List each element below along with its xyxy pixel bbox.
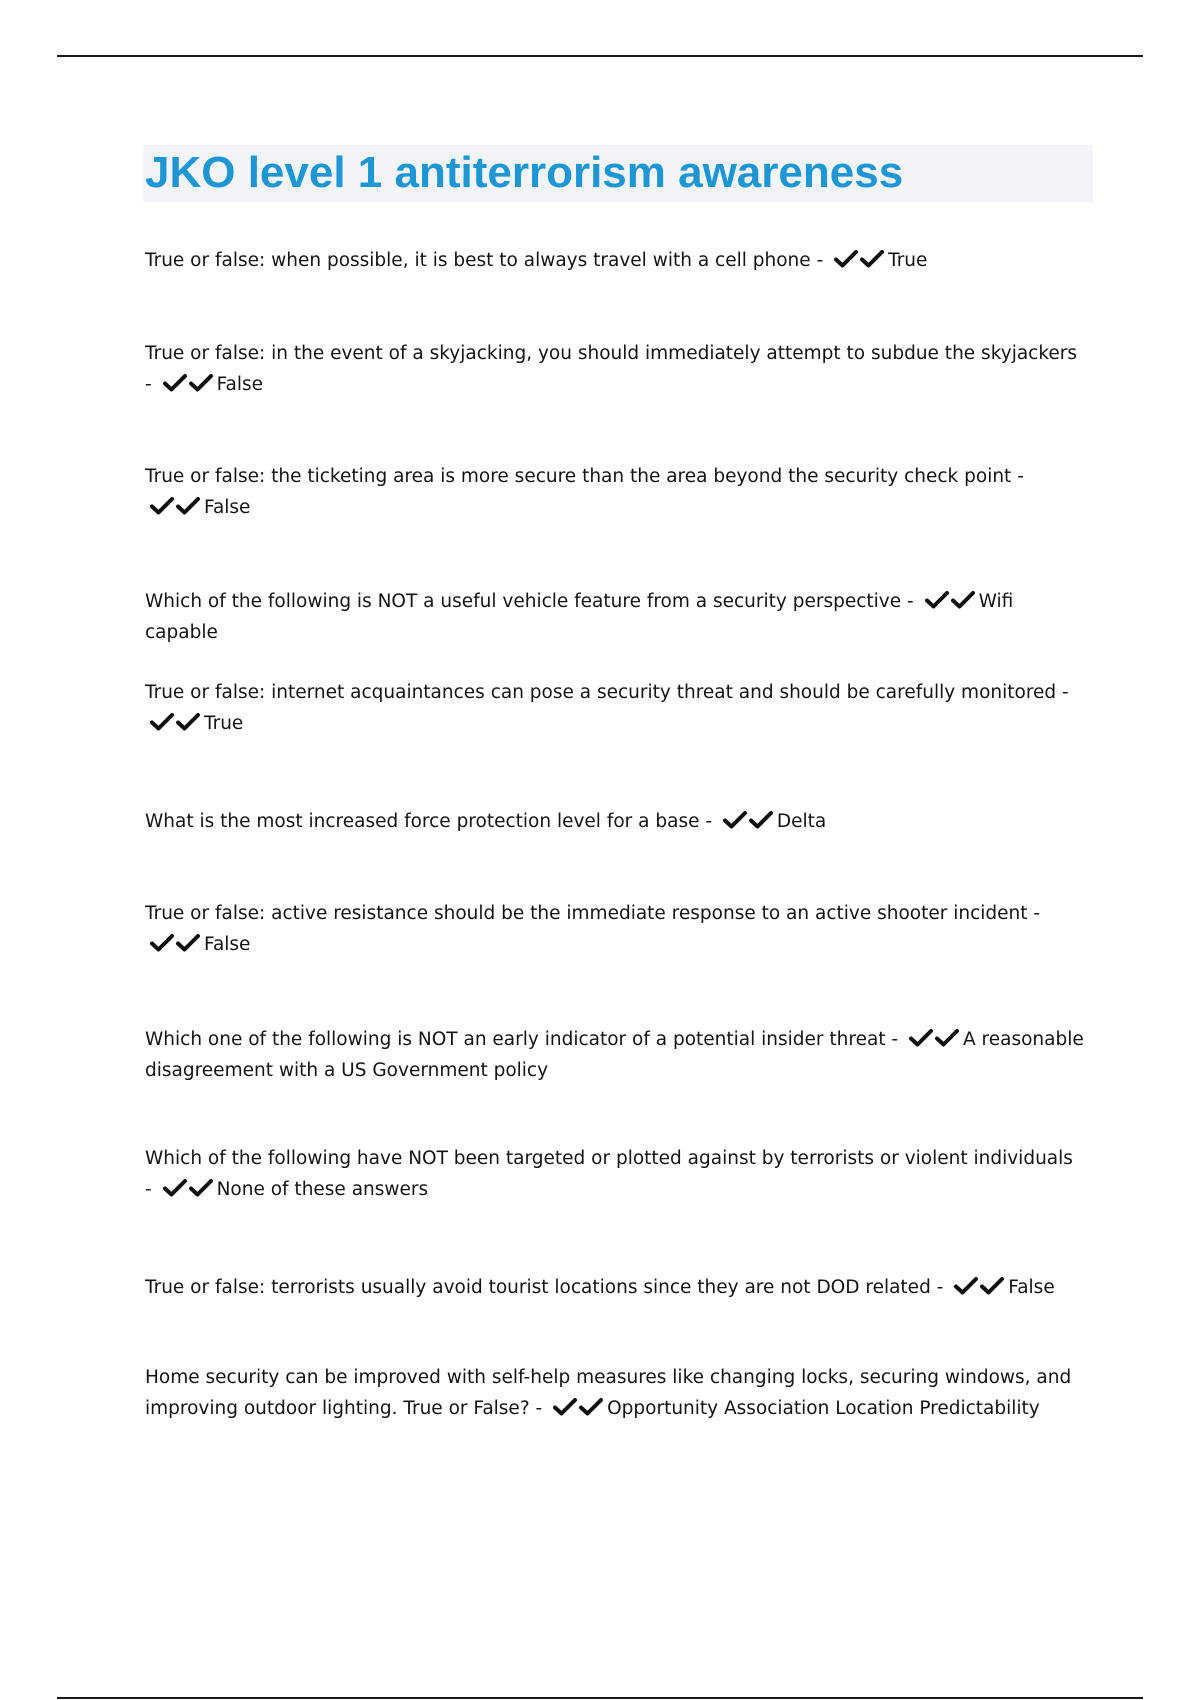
question-text: True or false: internet acquaintances can pose a security threat and should be carefully monitored - (145, 682, 1069, 703)
qa-item (145, 245, 1085, 276)
check-mark-icon (175, 496, 201, 516)
qa-item (145, 338, 1085, 400)
qa-item (145, 1362, 1085, 1424)
qa-item (145, 461, 1085, 523)
answer-text: False (204, 934, 251, 955)
check-mark-icon (162, 1178, 188, 1198)
question-text: Which of the following is NOT a useful vehicle feature from a security perspective - (145, 591, 914, 612)
check-mark-icon (578, 1397, 604, 1417)
check-mark-icon (188, 373, 214, 393)
qa-item (145, 1272, 1085, 1303)
answer-checks (908, 1024, 960, 1055)
answer-text: Opportunity Association Location Predictability (607, 1398, 1040, 1419)
answer-text: True (204, 713, 244, 734)
answer-checks (149, 929, 201, 960)
answer-checks (149, 708, 201, 739)
check-mark-icon (953, 1276, 979, 1296)
top-rule (57, 55, 1143, 57)
answer-checks (552, 1393, 604, 1424)
answer-text: True (888, 250, 928, 271)
check-mark-icon (149, 712, 175, 732)
check-mark-icon (979, 1276, 1005, 1296)
check-mark-icon (833, 249, 859, 269)
qa-item (145, 806, 1085, 837)
check-mark-icon (859, 249, 885, 269)
answer-text: Delta (776, 811, 827, 832)
check-mark-icon (188, 1178, 214, 1198)
answer-text: None of these answers (216, 1179, 429, 1200)
qa-item (145, 1143, 1085, 1205)
qa-item (145, 586, 1085, 648)
question-text: True or false: active resistance should be the immediate response to an active shooter incident - (145, 903, 1041, 924)
check-mark-icon (722, 810, 748, 830)
answer-text: False (204, 497, 251, 518)
answer-text: Wifi capable (145, 591, 1014, 643)
question-text: True or false: in the event of a skyjacking, you should immediately attempt to subdue the skyjackers - (145, 343, 1078, 395)
check-mark-icon (950, 590, 976, 610)
page-title: JKO level 1 antiterrorism awareness (145, 148, 904, 197)
check-mark-icon (175, 933, 201, 953)
answer-checks (833, 245, 885, 276)
answer-checks (924, 586, 976, 617)
question-text: Which one of the following is NOT an early indicator of a potential insider threat - (145, 1029, 899, 1050)
check-mark-icon (908, 1028, 934, 1048)
check-mark-icon (924, 590, 950, 610)
question-text: True or false: the ticketing area is more secure than the area beyond the security check point - (145, 466, 1024, 487)
check-mark-icon (934, 1028, 960, 1048)
answer-text: A reasonable disagreement with a US Government policy (145, 1029, 1084, 1081)
check-mark-icon (552, 1397, 578, 1417)
check-mark-icon (149, 496, 175, 516)
check-mark-icon (149, 933, 175, 953)
answer-checks (162, 369, 214, 400)
qa-item (145, 677, 1085, 739)
question-text: True or false: terrorists usually avoid tourist locations since they are not DOD related - (145, 1277, 944, 1298)
answer-text: False (216, 374, 264, 395)
answer-checks (149, 492, 201, 523)
question-text: Which of the following have NOT been targeted or plotted against by terrorists or violent individuals - (145, 1148, 1073, 1200)
check-mark-icon (162, 373, 188, 393)
qa-item (145, 1024, 1085, 1086)
answer-checks (162, 1174, 214, 1205)
check-mark-icon (175, 712, 201, 732)
answer-checks (953, 1272, 1005, 1303)
question-text: Home security can be improved with self-help measures like changing locks, securing windows, and improving outdoor lighting. True or False? - (145, 1367, 1072, 1419)
answer-text: False (1008, 1277, 1055, 1298)
question-text: True or false: when possible, it is best to always travel with a cell phone - (145, 250, 824, 271)
question-text: What is the most increased force protection level for a base - (145, 811, 713, 832)
qa-item (145, 898, 1085, 960)
check-mark-icon (748, 810, 774, 830)
answer-checks (722, 806, 774, 837)
bottom-rule (57, 1697, 1143, 1699)
